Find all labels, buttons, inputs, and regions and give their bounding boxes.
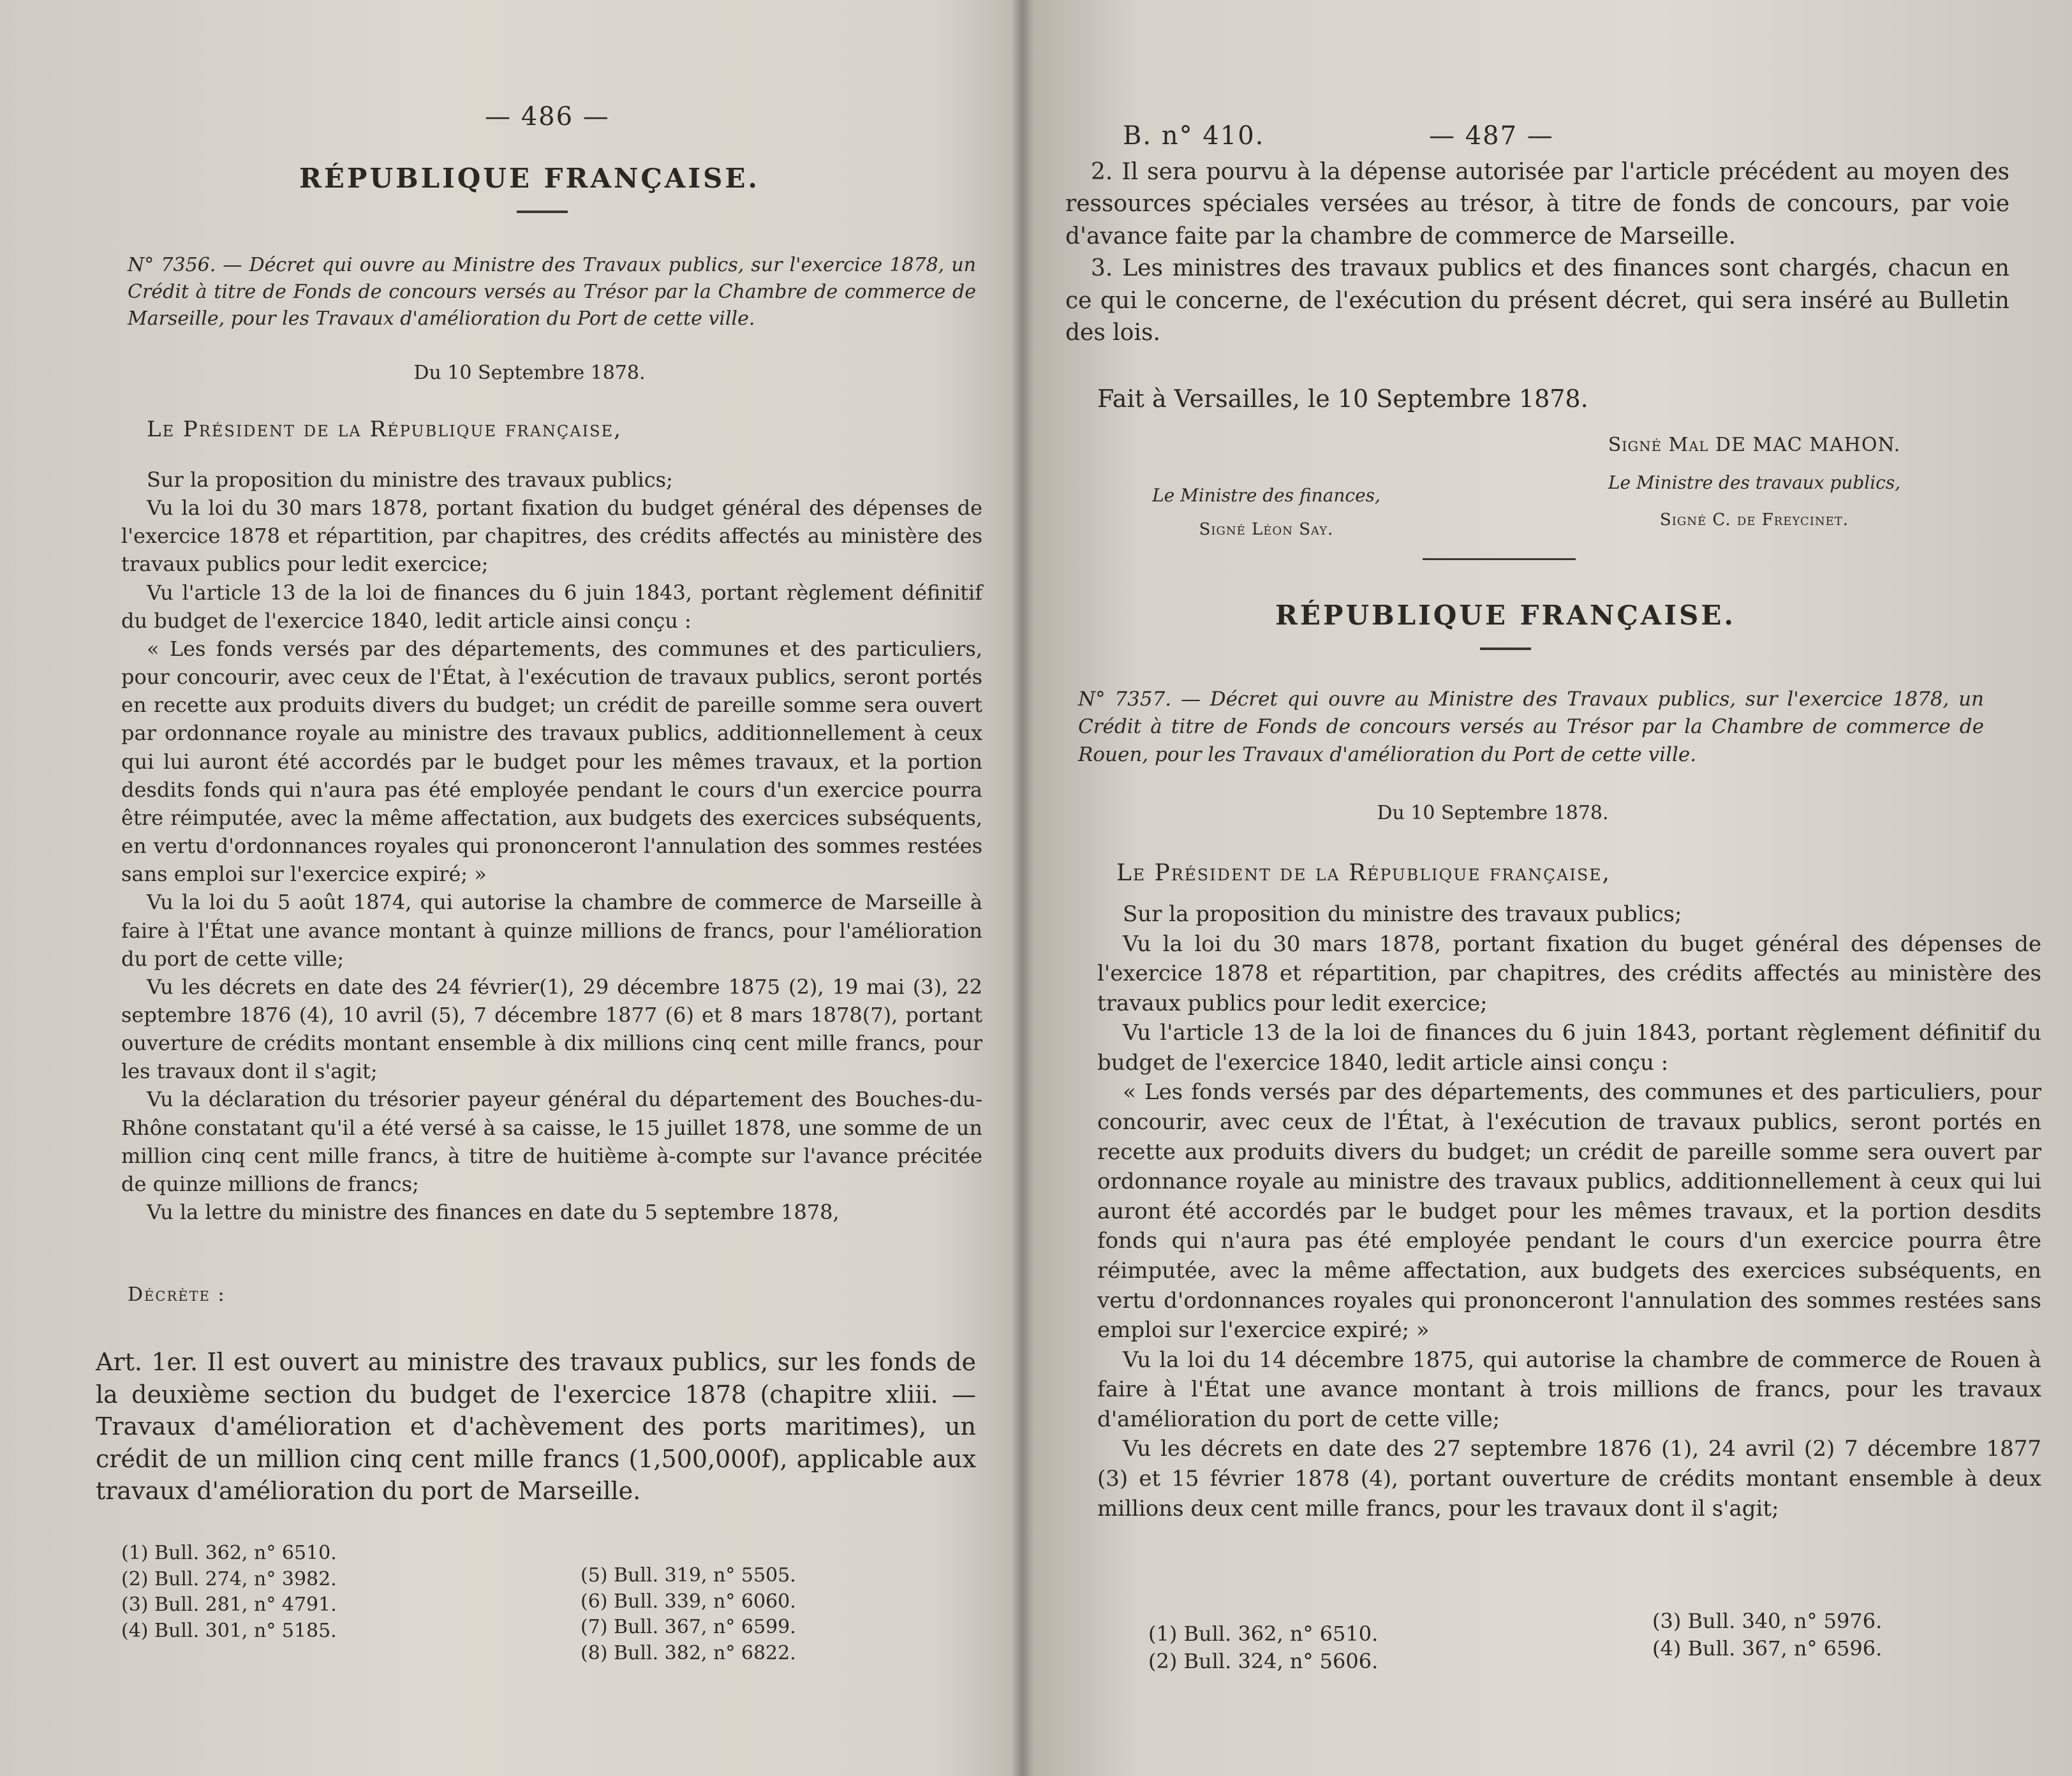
- left-paragraph: Vu la déclaration du trésorier payeur général du département des Bouches-du-Rhône constatant qu'il a été versé à sa caisse, le 15 juillet 1878, une somme de un million cinq cent mille francs, à titre de huitième à-compte sur l'avance précitée de quinze millions de francs;: [121, 1087, 982, 1196]
- minister-public-works-signature: Signé C. de Freycinet.: [1659, 510, 1849, 529]
- bulletin-number: B. n° 410.: [1123, 121, 1265, 151]
- left-decree-date: Du 10 Septembre 1878.: [413, 362, 646, 384]
- left-paragraph: Vu la loi du 5 août 1874, qui autorise la chambre de commerce de Marseille à faire à l'État une avance montant à quinze millions de francs, pour l'amélioration du port de cette ville;: [121, 890, 982, 971]
- article-2-text: 2. Il sera pourvu à la dépense autorisée par l'article précédent au moyen des ressources spéciales versées au trésor, à titre de fonds de concours, par voie d'avance faite par la chambre de commerce de Marseille.: [1065, 159, 2009, 249]
- right-paragraph: Vu la loi du 14 décembre 1875, qui autorise la chambre de commerce de Rouen à faire à l'État une avance montant à trois millions de francs, pour les travaux d'amélioration du port de cette ville;: [1097, 1347, 2041, 1432]
- footnote: (6) Bull. 339, n° 6060.: [581, 1590, 796, 1613]
- minister-finances-title: Le Ministre des finances,: [1152, 485, 1380, 506]
- left-article-1: Art. 1er. Il est ouvert au ministre des travaux publics, sur les fonds de la deuxième section du budget de l'exercice 1878 (chapitre xliii. — Travaux d'amélioration et d'achèvement des ports maritimes), un crédit de un million cinq cent mille francs (1,500,000f), applicable aux travaux d'amélioration du port de Marseille.: [96, 1348, 976, 1506]
- separator-rule: [1423, 558, 1576, 560]
- book-gutter: [1011, 0, 1034, 1776]
- footnote: (2) Bull. 274, n° 3982.: [121, 1567, 337, 1590]
- right-footnotes-col2: [1652, 1608, 1882, 1662]
- article-3-text: 3. Les ministres des travaux publics et des finances sont chargés, chacun en ce qui le concerne, de l'exécution du présent décret, qui sera inséré au Bulletin des lois.: [1065, 255, 2009, 346]
- left-quote: « Les fonds versés par des départements, des communes et des particuliers, pour concourir, avec ceux de l'État, à l'exécution de travaux publics, seront portés en recette aux produits divers du budget; un crédit de pareille somme sera ouvert par ordonnance royale au ministre des travaux publics, additionnellement à ceux qui lui auront été accordés par le budget pour les mêmes travaux, et la portion desdits fonds qui n'aura pas été employée pendant le cours d'un exercice pourra être réimputée, avec la même affectation, aux budgets des exercices subséquents, en vertu d'ordonnances royales qui prononceront l'annulation des sommes restées sans emploi sur l'exercice expiré; »: [121, 636, 982, 887]
- right-decree-date: Du 10 Septembre 1878.: [1377, 802, 1609, 824]
- done-at: Fait à Versailles, le 10 Septembre 1878.: [1097, 385, 1588, 413]
- left-decrete: Décrète :: [128, 1284, 226, 1306]
- footnote: (8) Bull. 382, n° 6822.: [581, 1641, 796, 1664]
- footnote: (4) Bull. 301, n° 5185.: [121, 1619, 337, 1642]
- right-page-number: — 487 —: [1429, 121, 1554, 151]
- right-page: [1033, 0, 2072, 1776]
- right-paragraph: Vu l'article 13 de la loi de finances du 6 juin 1843, portant règlement définitif du budget de l'exercice 1840, ledit article ainsi conçu :: [1097, 1020, 2041, 1076]
- footnote: (4) Bull. 367, n° 6596.: [1652, 1636, 1883, 1661]
- left-body: [121, 466, 982, 1226]
- right-body: [1097, 899, 2041, 1523]
- left-page-number: — 486 —: [485, 102, 610, 131]
- left-footnotes-col1: [121, 1541, 337, 1644]
- minister-finances-signature: Signé Léon Say.: [1199, 520, 1334, 539]
- footnote: (7) Bull. 367, n° 6599.: [581, 1616, 796, 1638]
- signed-by: Signé Mal DE MAC MAHON.: [1608, 434, 1901, 456]
- right-footnotes-col1: [1148, 1620, 1378, 1675]
- left-paragraph: Vu les décrets en date des 24 février(1), 29 décembre 1875 (2), 19 mai (3), 22 septembre 1876 (4), 10 avril (5), 7 décembre 1877 (6) et 8 mars 1878(7), portant ouverture de crédits montant ensemble à dix millions cinq cent mille francs, pour les travaux dont il s'agit;: [121, 974, 982, 1084]
- minister-public-works-title: Le Ministre des travaux publics,: [1608, 472, 1901, 493]
- left-page: [0, 0, 1014, 1776]
- footnote: (1) Bull. 362, n° 6510.: [1148, 1622, 1379, 1646]
- left-paragraph: Vu l'article 13 de la loi de finances du 6 juin 1843, portant règlement définitif du budget de l'exercice 1840, ledit article ainsi conçu :: [121, 580, 982, 633]
- right-decree-title: N° 7357. — Décret qui ouvre au Ministre des Travaux publics, sur l'exercice 1878, un Crédit à titre de Fonds de concours versés au Trésor par la Chambre de commerce de Rouen, pour les Travaux d'amélioration du Port de cette ville.: [1078, 688, 1984, 766]
- left-paragraph: Vu la lettre du ministre des finances en date du 5 septembre 1878,: [147, 1200, 840, 1225]
- left-paragraph: Sur la proposition du ministre des travaux publics;: [147, 468, 673, 492]
- footnote: (5) Bull. 319, n° 5505.: [581, 1564, 796, 1587]
- footnote: (2) Bull. 324, n° 5606.: [1148, 1649, 1379, 1674]
- footnote: (3) Bull. 281, n° 4791.: [121, 1594, 337, 1616]
- right-paragraph: Vu les décrets en date des 27 septembre 1876 (1), 24 avril (2) 7 décembre 1877 (3) et 15 février 1878 (4), portant ouverture de crédits montant ensemble à deux millions deux cent mille francs, pour les travaux dont il s'agit;: [1097, 1436, 2041, 1521]
- right-quote: « Les fonds versés par des départements, des communes et des particuliers, pour concourir, avec ceux de l'État, à l'exécution de travaux publics, seront portés en recette aux produits divers du budget; un crédit de pareille somme sera ouvert par ordonnance royale au ministre des travaux publics, additionnellement à ceux qui lui auront été accordés par le budget pour les mêmes travaux, et la portion desdits fonds qui n'aura pas été employée pendant le cours d'un exercice pourra être réimputée, avec la même affectation, aux budgets des exercices subséquents, en vertu d'ordonnances royales qui prononceront l'annulation des sommes restées sans emploi sur l'exercice expiré; »: [1097, 1079, 2041, 1343]
- right-paragraph: Vu la loi du 30 mars 1878, portant fixation du buget général des dépenses de l'exercice 1878 et répartition, par chapitres, des crédits affectés au ministère des travaux publics pour ledit exercice;: [1097, 931, 2041, 1016]
- left-heading-rule: [517, 211, 568, 213]
- right-heading-rule: [1480, 648, 1531, 650]
- right-article-2: [1065, 156, 2009, 349]
- left-president: Le Président de la République française,: [147, 417, 622, 442]
- right-paragraph: Sur la proposition du ministre des travaux publics;: [1123, 901, 1682, 927]
- left-heading: RÉPUBLIQUE FRANÇAISE.: [299, 163, 760, 194]
- left-footnotes-col2: [581, 1563, 796, 1666]
- right-heading: RÉPUBLIQUE FRANÇAISE.: [1275, 600, 1736, 631]
- footnote: (3) Bull. 340, n° 5976.: [1652, 1609, 1883, 1633]
- left-paragraph: Vu la loi du 30 mars 1878, portant fixation du budget général des dépenses de l'exercice 1878 et répartition, par chapitres, des crédits affectés au ministère des travaux publics pour ledit exercice;: [121, 496, 982, 577]
- left-decree-title: N° 7356. — Décret qui ouvre au Ministre des Travaux publics, sur l'exercice 1878, un Crédit à titre de Fonds de concours versés au Trésor par la Chambre de commerce de Marseille, pour les Travaux d'amélioration du Port de cette ville.: [128, 254, 976, 330]
- footnote: (1) Bull. 362, n° 6510.: [121, 1542, 337, 1564]
- right-president: Le Président de la République française,: [1116, 860, 1611, 886]
